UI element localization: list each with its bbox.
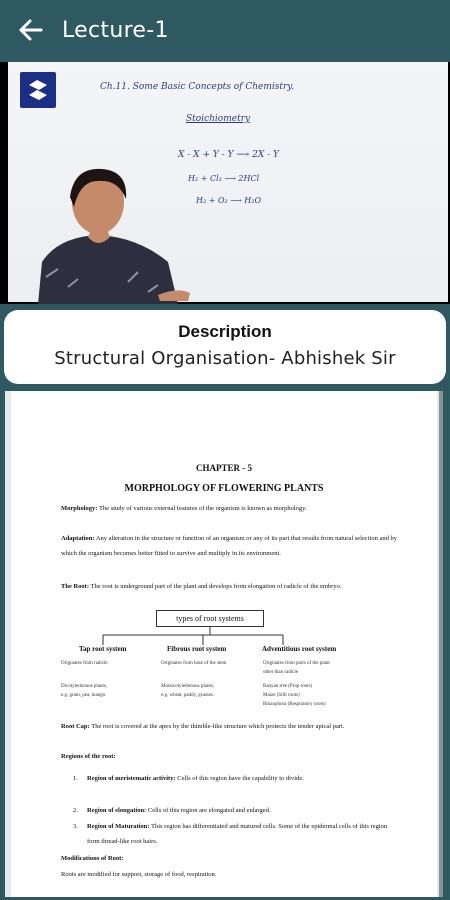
text: Cells of this region are elongated and enlarged. (146, 807, 271, 814)
text: Any alteration in the structure or function of an organism or any of its part that results from natural selection and by which the organism becomes better fitted to survive and multiply in its environment. (61, 535, 398, 557)
term: Modifications of Root: (61, 855, 124, 862)
col-adventitious-text: Maize (Stilt roots) (263, 693, 300, 698)
col-fibrous-text: Originates from base of the stem (161, 661, 227, 666)
board-line: H₂ + Cl₂ ⟶ 2HCl (188, 174, 260, 183)
region-item (87, 803, 395, 818)
diagram-title: types of root systems (156, 610, 264, 627)
text: This region has differentiated and matured cells. Some of the epidermal cells of this region form thread-like root hairs. (87, 823, 388, 845)
col-tap-title: Tap root system (79, 645, 127, 653)
pdf-page (11, 391, 437, 897)
col-fibrous-text: Monocotyledonous plants, (161, 684, 215, 689)
page-title: Lecture-1 (62, 17, 169, 43)
board-line: Ch.11. Some Basic Concepts of Chemistry. (100, 82, 295, 92)
description-label: Description (178, 322, 272, 341)
text: The study of various external features of the organism is known as morphology. (97, 505, 307, 512)
regions-title (61, 749, 401, 764)
col-fibrous-title: Fibrous root system (167, 645, 227, 653)
term: Region of elongation: (87, 807, 147, 814)
description-card (4, 310, 446, 384)
col-tap-text: e.g. gram, pea, mango. (61, 693, 107, 698)
col-fibrous-text: e.g. wheat, paddy, grasses. (161, 693, 214, 698)
term: Region of Maturation: (87, 823, 150, 830)
teacher-image (18, 167, 198, 304)
list-number: 3. (73, 823, 78, 830)
arrow-left-icon (19, 19, 43, 41)
col-adventitious-title: Adventitious root system (262, 645, 337, 653)
col-adventitious-text: Originates from parts of the plant (263, 661, 330, 666)
board-line: X - X + Y - Y ⟶ 2X - Y (178, 150, 279, 160)
text: Cells of this region have the capability to divide. (175, 775, 304, 782)
term: Adaptation: (61, 535, 95, 542)
region-item (87, 771, 395, 786)
col-adventitious-text: Rhizophora (Respiratory roots) (263, 702, 326, 707)
term: Region of meristematic activity: (87, 775, 176, 782)
list-number: 2. (73, 807, 78, 814)
col-adventitious-text: Banyan tree (Prop roots) (263, 684, 313, 689)
text: The root is covered at the apex by the thimble-like structure which protects the tender apical part. (89, 723, 345, 730)
col-adventitious-text: other than radicle (263, 670, 298, 675)
paragraph-adaptation (61, 531, 401, 561)
chapter-heading: MORPHOLOGY OF FLOWERING PLANTS (124, 483, 324, 494)
col-tap-text: Dicotyledonous plants, (61, 684, 108, 689)
paragraph-root (61, 579, 401, 594)
text: The root is underground part of the plant and develops from elongation of radicle of the embryo. (88, 583, 342, 590)
paragraph-morphology (61, 501, 401, 516)
video-player[interactable] (0, 62, 450, 304)
back-button[interactable] (0, 0, 62, 60)
term: Morphology: (61, 505, 98, 512)
pdf-viewer[interactable] (5, 391, 443, 897)
board-line: Stoichiometry (186, 114, 251, 124)
col-tap-text: Originates from radicle (61, 661, 108, 666)
modifications-text: Roots are modified for support, storage of food, respiration. (61, 871, 217, 878)
term: The Root: (61, 583, 89, 590)
description-text: Structural Organisation- Abhishek Sir (54, 348, 396, 369)
list-number: 1. (73, 775, 78, 782)
chapter-number: CHAPTER - 5 (196, 463, 252, 473)
board-line: H₂ + O₂ ⟶ H₂O (196, 196, 262, 205)
term: Root Cap: (61, 723, 90, 730)
paragraph-root-cap (61, 719, 401, 734)
region-item (87, 819, 395, 849)
modifications-title (61, 851, 401, 866)
app-bar (0, 0, 450, 60)
brand-logo-icon (20, 72, 56, 108)
term: Regions of the root: (61, 753, 116, 760)
pdf-scrollbar[interactable] (439, 391, 443, 897)
